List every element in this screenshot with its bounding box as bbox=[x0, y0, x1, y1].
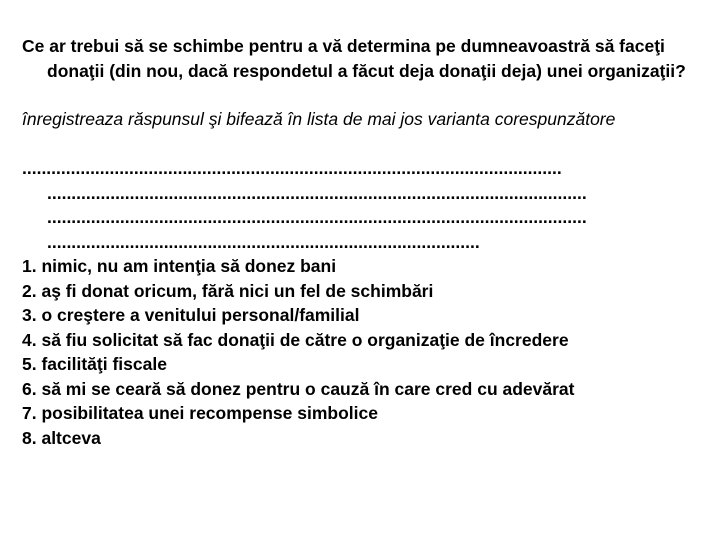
answer-line: ............................................................................................................... bbox=[47, 207, 587, 227]
answer-option-5: 5. facilităţi fiscale bbox=[22, 354, 167, 374]
answer-option-1: 1. nimic, nu am intenţia să donez bani bbox=[22, 256, 337, 276]
answer-option-4: 4. să fiu solicitat să fac donaţii de către o organizaţie de încredere bbox=[22, 329, 569, 350]
answer-option-2: 2. aş fi donat oricum, fără nici un fel de schimbări bbox=[22, 280, 434, 301]
survey-question: Ce ar trebui să se schimbe pentru a vă determina pe dumneavoastră să faceţi donaţii (din nou, dacă respondetul a făcut deja donaţii deja) unei organizaţii? bbox=[22, 36, 686, 81]
answer-options-list bbox=[22, 254, 692, 450]
answer-line: ............................................................................................................... bbox=[47, 182, 587, 203]
answer-option-8: 8. altceva bbox=[22, 427, 101, 448]
answer-option-3: 3. o creştere a venitului personal/familial bbox=[22, 305, 360, 325]
answer-option-6: 6. să mi se ceară să donez pentru o cauză în care cred cu adevărat bbox=[22, 378, 575, 399]
answer-option-7: 7. posibilitatea unei recompense simbolice bbox=[22, 403, 378, 423]
answer-line: ......................................................................................... bbox=[47, 231, 480, 252]
interviewer-instruction: înregistreaza răspunsul şi bifează în lista de mai jos varianta corespunzătore bbox=[22, 109, 616, 129]
answer-line: ............................................................................................................... bbox=[22, 158, 562, 178]
answer-blank-lines bbox=[22, 156, 692, 254]
